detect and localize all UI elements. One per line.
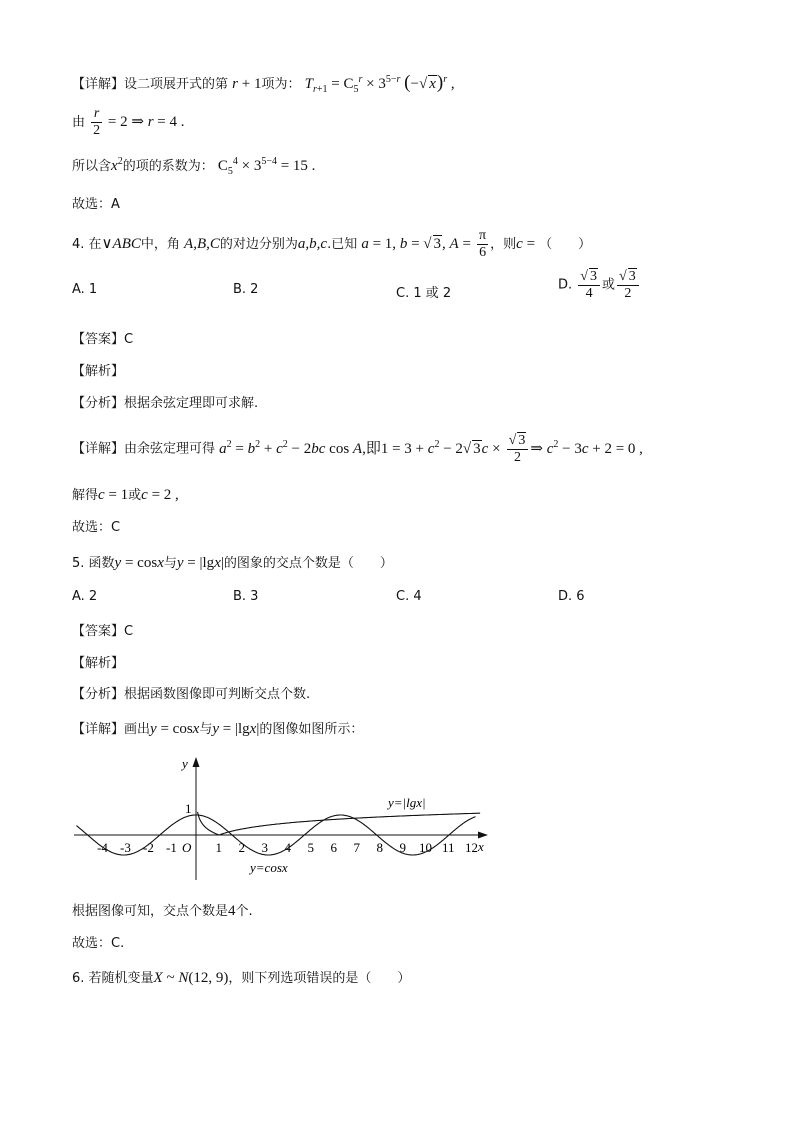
x-tick-labels [97,840,478,855]
y-tick-label: 1 [185,801,192,816]
q5-choice: 故选：C. [72,936,125,951]
x-tick-label: -1 [166,840,177,855]
q6-stem: 6. 若随机变量X ~ N(12, 9)，则下列选项错误的是（ ） [72,970,411,986]
curve-label-cos: y=cosx [250,860,288,875]
q5-conclusion: 根据图像可知，交点个数是4个. [72,903,253,919]
x-tick-label: 7 [353,840,360,855]
q5-fenxi: 【分析】根据函数图像即可判断交点个数. [72,687,311,702]
origin-label: O [182,840,192,855]
q5-analysis: 【解析】 [72,656,125,671]
q5-stem: 5. 函数y = cosx与y = |lgx|的图象的交点个数是（ ） [72,555,393,571]
prev-coef-line: 所以含$x^2$的项的系数为： $C_5^4 \times 3^{5-4} = 15$ . [72,156,316,177]
q4-option-b[interactable]: B. 2 [233,282,259,297]
q5-option-c[interactable]: C. 4 [396,589,422,604]
x-tick-label: 10 [419,840,432,855]
q4-fenxi: 【分析】根据余弦定理即可求解. [72,396,259,411]
prev-detail-line: 【详解】设二项展开式的第 r + 1项为： $T_{r+1} = C_5^r \times 3^{5-r}$ (−√ x)$^r$ , [72,72,455,95]
curve-label-abs-lg: y=|lgx| [388,795,426,810]
x-tick-label: 2 [238,840,245,855]
x-tick-label: 6 [330,840,337,855]
x-tick-label: 1 [215,840,222,855]
q4-choice: 故选：C [72,520,121,535]
q5-answer: 【答案】C [72,624,134,639]
q5-option-a[interactable]: A. 2 [72,589,98,604]
q4-stem: 4. 在∨ABC中，角 A,B,C的对边分别为a,b,c.已知 a = 1, b = √ 3, A = $\frac{\pi}{6}$ ，则c = （ ） [72,228,592,260]
q4-answer: 【答案】C [72,332,134,347]
x-tick-label: 3 [261,840,268,855]
y-axis-label: y [182,756,188,771]
q4-analysis: 【解析】 [72,364,125,379]
x-tick-label: 4 [284,840,291,855]
y-axis-arrow-icon [193,757,200,767]
x-axis-label: x [478,839,484,854]
q4-option-c[interactable]: C. 1 或 2 [396,286,452,301]
x-tick-label: 9 [399,840,406,855]
q4-option-d[interactable]: D. $\frac{√ 3}{4}$ 或 $\frac{√ 3}{2}$ [558,268,641,302]
x-tick-label: 5 [307,840,314,855]
x-axis-arrow-icon [478,832,488,839]
q4-detail: 【详解】由余弦定理可得 $a^2 = b^2 + c^2 - 2bc$ cos A,即$1 = 3 + c^2 - 2√$ 3c × $\frac{√ 3}{2}$ ⇒ $c^2 - 3c + 2 = 0$ , [72,433,643,465]
prev-choice: 故选：A [72,197,120,212]
x-tick-label: -4 [97,840,108,855]
x-tick-label: 11 [442,840,455,855]
q4-solve: 解得c = 1或c = 2 , [72,487,179,503]
q5-detail: 【详解】画出y = cosx与y = |lgx|的图像如图所示： [72,721,364,737]
prev-by-line: 由 $\frac{r}{2}$ = 2 ⇒ r = 4 . [72,106,185,138]
x-tick-label: 8 [376,840,383,855]
function-graph [70,752,510,882]
x-tick-label: -3 [120,840,131,855]
x-tick-label: -2 [143,840,154,855]
q5-option-b[interactable]: B. 3 [233,589,259,604]
q4-option-a[interactable]: A. 1 [72,282,98,297]
q5-option-d[interactable]: D. 6 [558,589,585,604]
detail-label: 【详解】 [72,77,125,92]
x-tick-label: 12 [465,840,478,855]
